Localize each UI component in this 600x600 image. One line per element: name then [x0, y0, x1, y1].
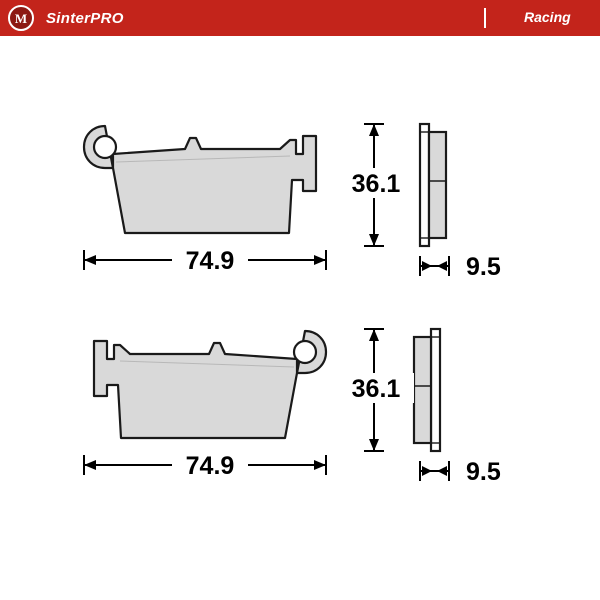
lower-brake-pad: [94, 331, 326, 438]
lower-thickness-dimension: [420, 458, 501, 486]
lower-pad-tab-hole: [294, 341, 316, 363]
page-header: [0, 0, 600, 36]
upper-pad-outline: [84, 126, 316, 233]
lower-length-dimension: [84, 451, 326, 480]
upper-length-dimension: [84, 246, 326, 275]
upper-pad-tab-hole: [94, 136, 116, 158]
lower-pad-side-view: [414, 329, 440, 451]
lower-height-value: 36.1: [351, 375, 401, 403]
brand-name: SinterPRO: [46, 9, 124, 27]
header-divider: [484, 8, 486, 28]
lower-thickness-value: 9.5: [466, 458, 501, 486]
lower-height-dimension: [338, 329, 414, 451]
sinterpro-logo-icon: M: [8, 5, 34, 31]
upper-thickness-dimension: [420, 253, 501, 281]
upper-pad-side-view: [420, 124, 446, 246]
series-name: Racing: [524, 9, 571, 25]
lower-pad-outline: [94, 331, 326, 438]
upper-length-value: 74.9: [185, 247, 235, 275]
lower-length-value: 74.9: [185, 452, 235, 480]
upper-height-dimension: [338, 124, 414, 246]
upper-thickness-value: 9.5: [466, 253, 501, 281]
upper-brake-pad: [84, 126, 316, 233]
drawing-canvas: [0, 36, 600, 600]
upper-height-value: 36.1: [351, 170, 401, 198]
